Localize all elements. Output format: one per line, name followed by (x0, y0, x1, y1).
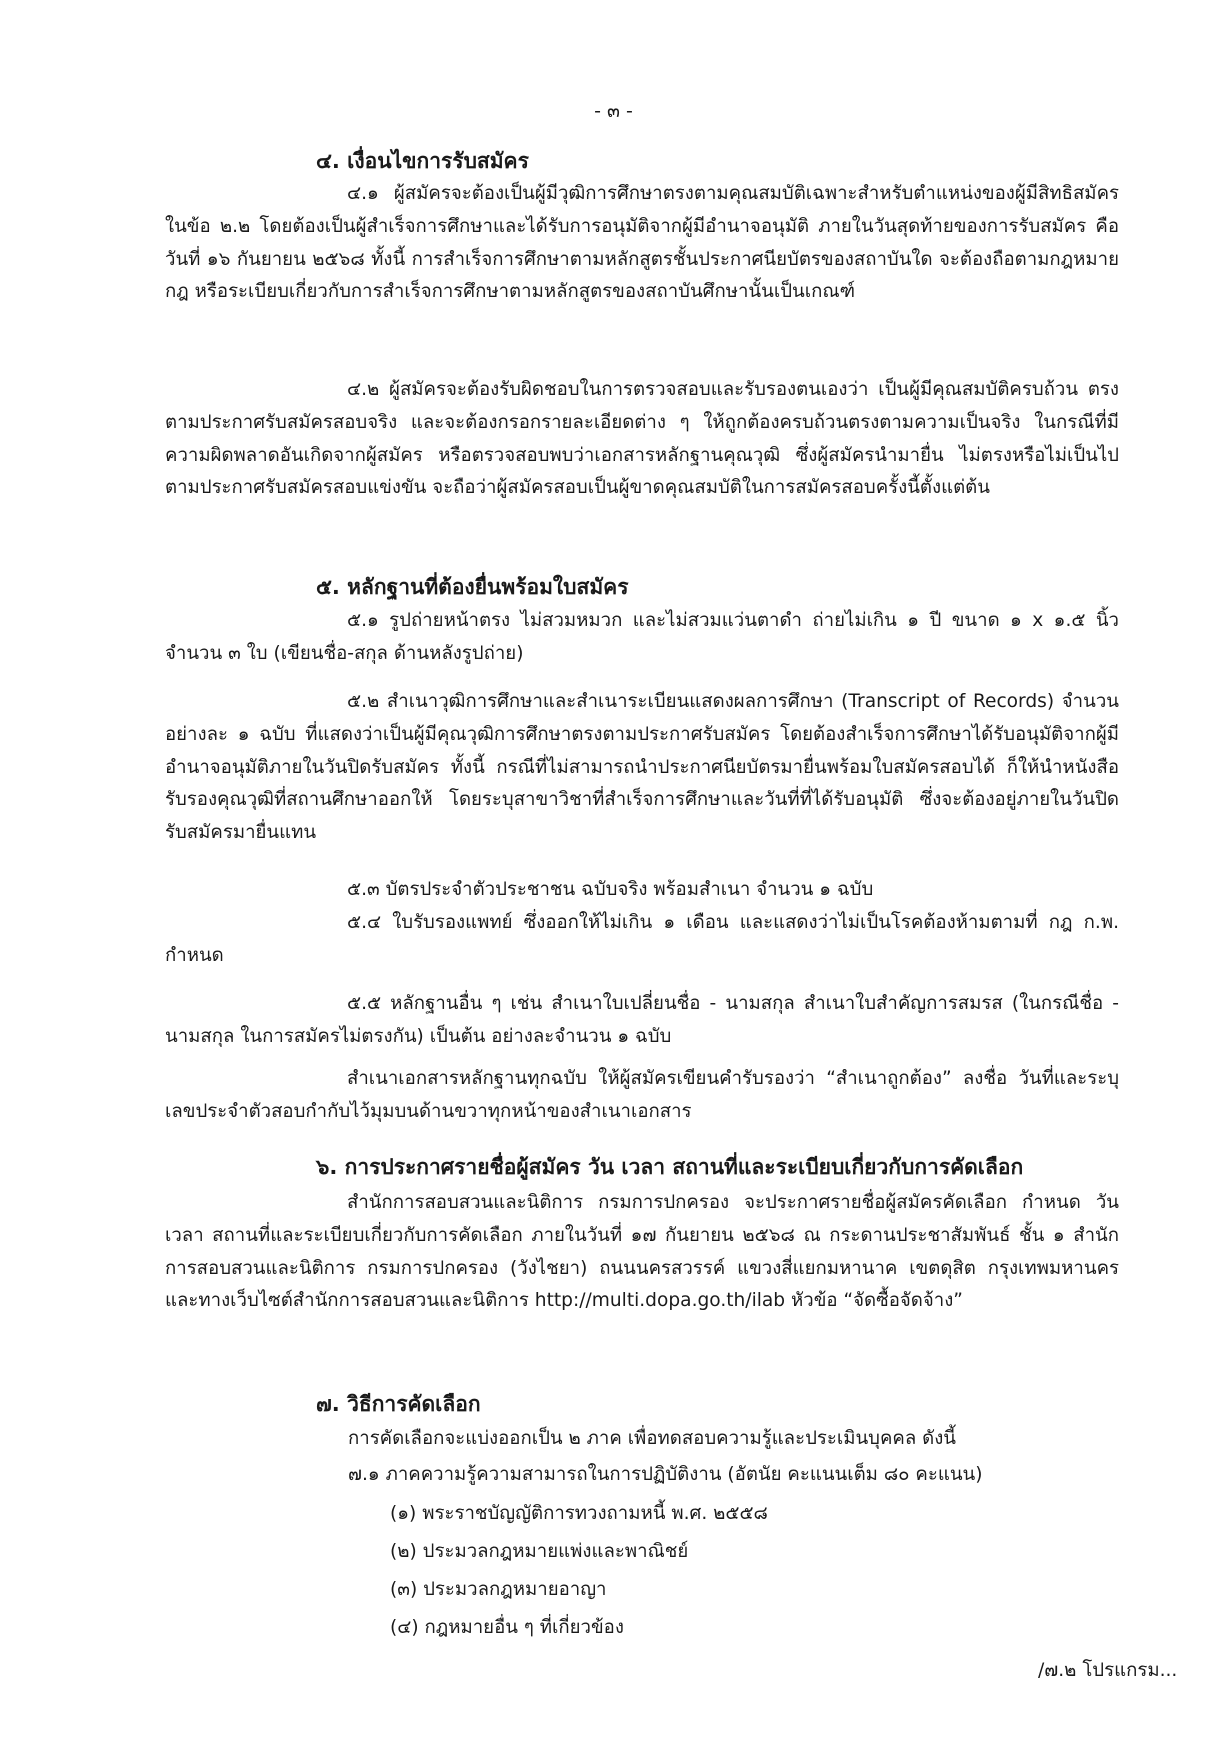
page-number: - ๓ - (594, 100, 633, 122)
list-item: (๒) ประมวลกฎหมายแพ่งและพาณิชย์ (390, 1541, 689, 1562)
section-5-heading: ๕. หลักฐานที่ต้องยื่นพร้อมใบสมัคร (316, 575, 629, 599)
section-5-3-paragraph: ๕.๓ บัตรประจำตัวประชาชน ฉบับจริง พร้อมสำเนา จำนวน ๑ ฉบับ (347, 879, 874, 900)
section-5-1-paragraph: ๕.๑ รูปถ่ายหน้าตรง ไม่สวมหมวก และไม่สวมแว่นตาดำ ถ่ายไม่เกิน ๑ ปี ขนาด ๑ x ๑.๕ นิ้ว จำนวน ๓ ใบ (เขียนชื่อ-สกุล ด้านหลังรูปถ่าย) (165, 610, 1119, 664)
list-item: (๓) ประมวลกฎหมายอาญา (390, 1579, 607, 1600)
section-5-4-paragraph: ๕.๔ ใบรับรองแพทย์ ซึ่งออกให้ไม่เกิน ๑ เดือน และแสดงว่าไม่เป็นโรคต้องห้ามตามที่ กฎ ก.พ. กำหนด (165, 912, 1119, 966)
section-7-1-line: ๗.๑ ภาคความรู้ความสามารถในการปฏิบัติงาน (อัตนัย คะแนนเต็ม ๘๐ คะแนน) (348, 1464, 983, 1485)
section-5-5-paragraph: ๕.๕ หลักฐานอื่น ๆ เช่น สำเนาใบเปลี่ยนชื่อ - นามสกุล สำเนาใบสำคัญการสมรส (ในกรณีชื่อ - นามสกุล ในการสมัครไม่ตรงกัน) เป็นต้น อย่างละจำนวน ๑ ฉบับ (165, 993, 1119, 1047)
list-item: (๑) พระราชบัญญัติการทวงถามหนี้ พ.ศ. ๒๕๕๘ (390, 1503, 768, 1524)
section-7-intro: การคัดเลือกจะแบ่งออกเป็น ๒ ภาค เพื่อทดสอบความรู้และประเมินบุคคล ดังนี้ (348, 1428, 957, 1449)
section-5-note-paragraph: สำเนาเอกสารหลักฐานทุกฉบับ ให้ผู้สมัครเขียนคำรับรองว่า “สำเนาถูกต้อง” ลงชื่อ วันที่และระบุเลขประจำตัวสอบกำกับไว้มุมบนด้านขวาทุกหน้าของสำเนาเอกสาร (165, 1068, 1119, 1122)
continuation-marker: /๗.๒ โปรแกรม... (1038, 1660, 1178, 1681)
section-5-2-paragraph: ๕.๒ สำเนาวุฒิการศึกษาและสำเนาระเบียนแสดงผลการศึกษา (Transcript of Records) จำนวนอย่างละ ๑ ฉบับ ที่แสดงว่าเป็นผู้มีคุณวุฒิการศึกษาตรงตามประกาศรับสมัคร โดยต้องสำเร็จการศึกษาได้รับอนุมัติจากผู้มีอำนาจอนุมัติภายในวันปิดรับสมัคร ทั้งนี้ กรณีที่ไม่สามารถนำประกาศนียบัตรมายื่นพร้อมใบสมัครสอบได้ ก็ให้นำหนังสือรับรองคุณวุฒิที่สถานศึกษาออกให้ โดยระบุสาขาวิชาที่สำเร็จการศึกษาและวันที่ที่ได้รับอนุมัติ ซึ่งจะต้องอยู่ภายในวันปิดรับสมัครมายื่นแทน (165, 691, 1119, 844)
list-item: (๔) กฎหมายอื่น ๆ ที่เกี่ยวข้อง (390, 1617, 624, 1638)
section-4-heading: ๔. เงื่อนไขการรับสมัคร (316, 149, 529, 173)
section-6-heading: ๖. การประกาศรายชื่อผู้สมัคร วัน เวลา สถานที่และระเบียบเกี่ยวกับการคัดเลือก (316, 1155, 1024, 1179)
section-4-2-paragraph: ๔.๒ ผู้สมัครจะต้องรับผิดชอบในการตรวจสอบและรับรองตนเองว่า เป็นผู้มีคุณสมบัติครบถ้วน ตรงตามประกาศรับสมัครสอบจริง และจะต้องกรอกรายละเอียดต่าง ๆ ให้ถูกต้องครบถ้วนตรงตามความเป็นจริง ในกรณีที่มีความผิดพลาดอันเกิดจากผู้สมัคร หรือตรวจสอบพบว่าเอกสารหลักฐานคุณวุฒิ ซึ่งผู้สมัครนำมายื่น ไม่ตรงหรือไม่เป็นไปตามประกาศรับสมัครสอบแข่งขัน จะถือว่าผู้สมัครสอบเป็นผู้ขาดคุณสมบัติในการสมัครสอบครั้งนี้ตั้งแต่ต้น (165, 379, 1119, 499)
section-4-1-paragraph: ๔.๑ ผู้สมัครจะต้องเป็นผู้มีวุฒิการศึกษาตรงตามคุณสมบัติเฉพาะสำหรับตำแหน่งของผู้มีสิทธิสมัครในข้อ ๒.๒ โดยต้องเป็นผู้สำเร็จการศึกษาและได้รับการอนุมัติจากผู้มีอำนาจอนุมัติ ภายในวันสุดท้ายของการรับสมัคร คือ วันที่ ๑๖ กันยายน ๒๕๖๘ ทั้งนี้ การสำเร็จการศึกษาตามหลักสูตรชั้นประกาศนียบัตรของสถาบันใด จะต้องถือตามกฎหมาย กฎ หรือระเบียบเกี่ยวกับการสำเร็จการศึกษาตามหลักสูตรของสถาบันศึกษานั้นเป็นเกณฑ์ (165, 183, 1119, 303)
section-6-paragraph: สำนักการสอบสวนและนิติการ กรมการปกครอง จะประกาศรายชื่อผู้สมัครคัดเลือก กำหนด วัน เวลา สถานที่และระเบียบเกี่ยวกับการคัดเลือก ภายในวันที่ ๑๗ กันยายน ๒๕๖๘ ณ กระดานประชาสัมพันธ์ ชั้น ๑ สำนักการสอบสวนและนิติการ กรมการปกครอง (วังไชยา) ถนนนครสวรรค์ แขวงสี่แยกมหานาค เขตดุสิต กรุงเทพมหานคร และทางเว็บไซต์สำนักการสอบสวนและนิติการ http://multi.dopa.go.th/ilab หัวข้อ “จัดซื้อจัดจ้าง” (165, 1192, 1119, 1312)
section-7-heading: ๗. วิธีการคัดเลือก (316, 1392, 481, 1416)
